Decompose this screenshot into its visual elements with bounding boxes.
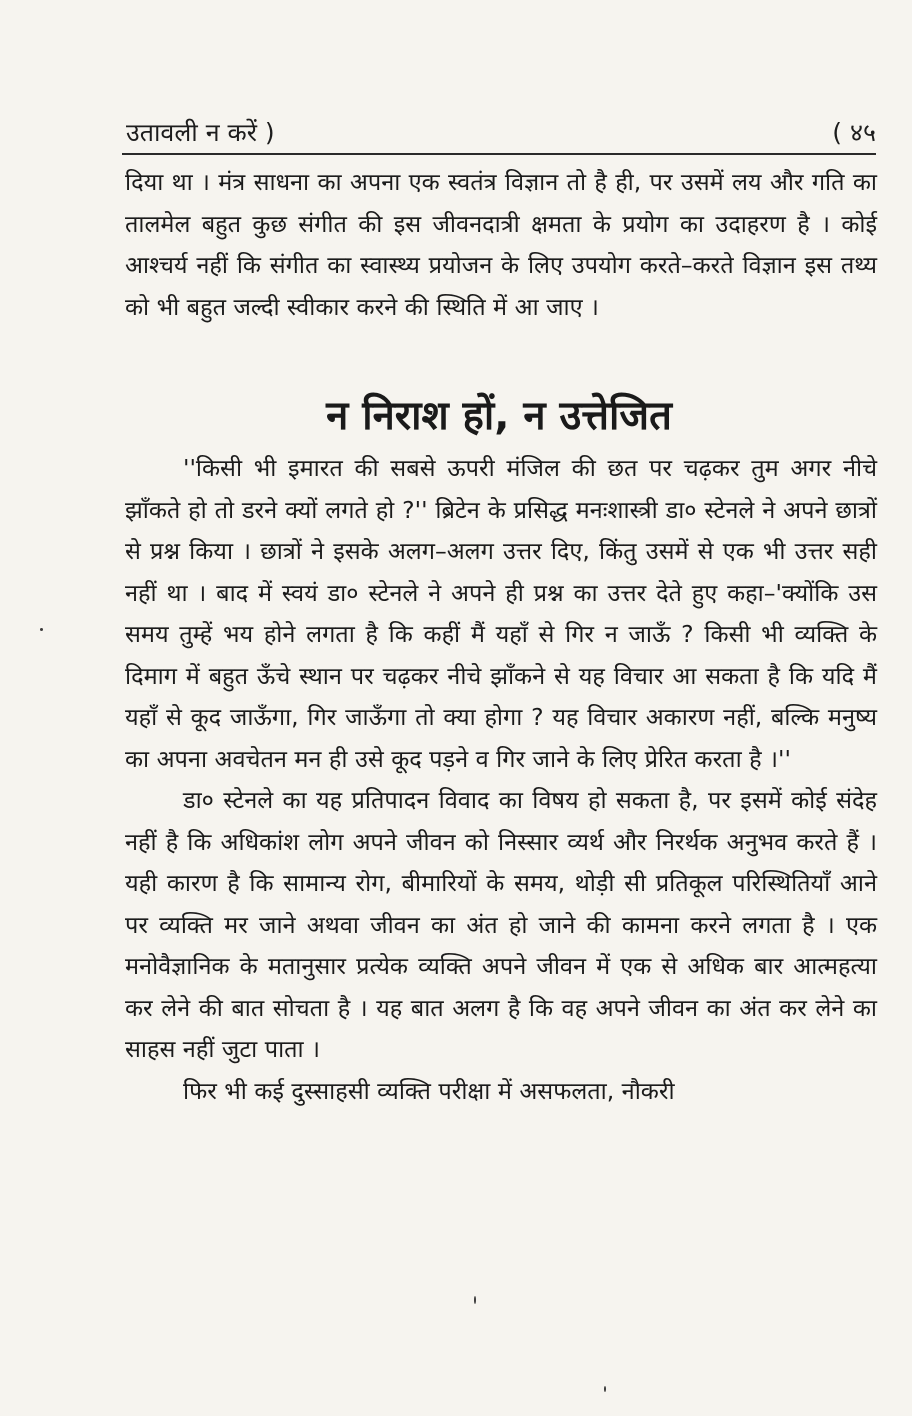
- page-number: ( ४५: [832, 118, 876, 147]
- page-header: [122, 113, 876, 155]
- print-speck: [40, 628, 43, 631]
- paragraph: फिर भी कई दुस्साहसी व्यक्ति परीक्षा में असफलता, नौकरी: [183, 1076, 675, 1105]
- paragraph: ''किसी भी इमारत की सबसे ऊपरी मंजिल की छत पर चढ़कर तुम अगर नीचे झाँकते हो तो डरने क्यों लगते हो ?'' ब्रिटेन के प्रसिद्ध मनःशास्त्री डा० स्टेनले ने अपने छात्रों से प्रश्न किया । छात्रों ने इसके अलग–अलग उत्तर दिए, किंतु उसमें से एक भी उत्तर सही नहीं था । बाद में स्वयं डा० स्टेनले ने अपने ही प्रश्न का उत्तर देते हुए कहा–'क्योंकि उस समय तुम्हें भय होने लगता है कि कहीं मैं यहाँ से गिर न जाऊँ ? किसी भी व्यक्ति के दिमाग में बहुत ऊँचे स्थान पर चढ़कर नीचे झाँकने से यह विचार आ सकता है कि यदि मैं यहाँ से कूद जाऊँगा, गिर जाऊँगा तो क्या होगा ? यह विचार अकारण नहीं, बल्कि मनुष्य का अपना अवचेतन मन ही उसे कूद पड़ने व गिर जाने के लिए प्रेरित करता है ।'': [125, 454, 877, 773]
- chapter-heading: न निराश हों, न उत्तेजित: [326, 393, 672, 439]
- print-speck: [604, 1386, 606, 1392]
- running-title: उतावली न करें ): [126, 118, 275, 147]
- intro-paragraph: दिया था । मंत्र साधना का अपना एक स्वतंत्र विज्ञान तो है ही, पर उसमें लय और गति का तालमेल बहुत कुछ संगीत की इस जीवनदात्री क्षमता के प्रयोग का उदाहरण है । कोई आश्चर्य नहीं कि संगीत का स्वास्थ्य प्रयोजन के लिए उपयोग करते–करते विज्ञान इस तथ्य को भी बहुत जल्दी स्वीकार करने की स्थिति में आ जाए ।: [125, 168, 877, 321]
- intro-text-block: [125, 162, 877, 328]
- paragraph: डा० स्टेनले का यह प्रतिपादन विवाद का विषय हो सकता है, पर इसमें कोई संदेह नहीं है कि अधिकांश लोग अपने जीवन को निस्सार व्यर्थ और निरर्थक अनुभव करते हैं । यही कारण है कि सामान्य रोग, बीमारियों के समय, थोड़ी सी प्रतिकूल परिस्थितियाँ आने पर व्यक्ति मर जाने अथवा जीवन का अंत हो जाने की कामना करने लगता है । एक मनोवैज्ञानिक के मतानुसार प्रत्येक व्यक्ति अपने जीवन में एक से अधिक बार आत्महत्या कर लेने की बात सोचता है । यह बात अलग है कि वह अपने जीवन का अंत कर लेने का साहस नहीं जुटा पाता ।: [125, 786, 877, 1063]
- body-text-block: [125, 448, 877, 1112]
- print-speck: [474, 1296, 476, 1304]
